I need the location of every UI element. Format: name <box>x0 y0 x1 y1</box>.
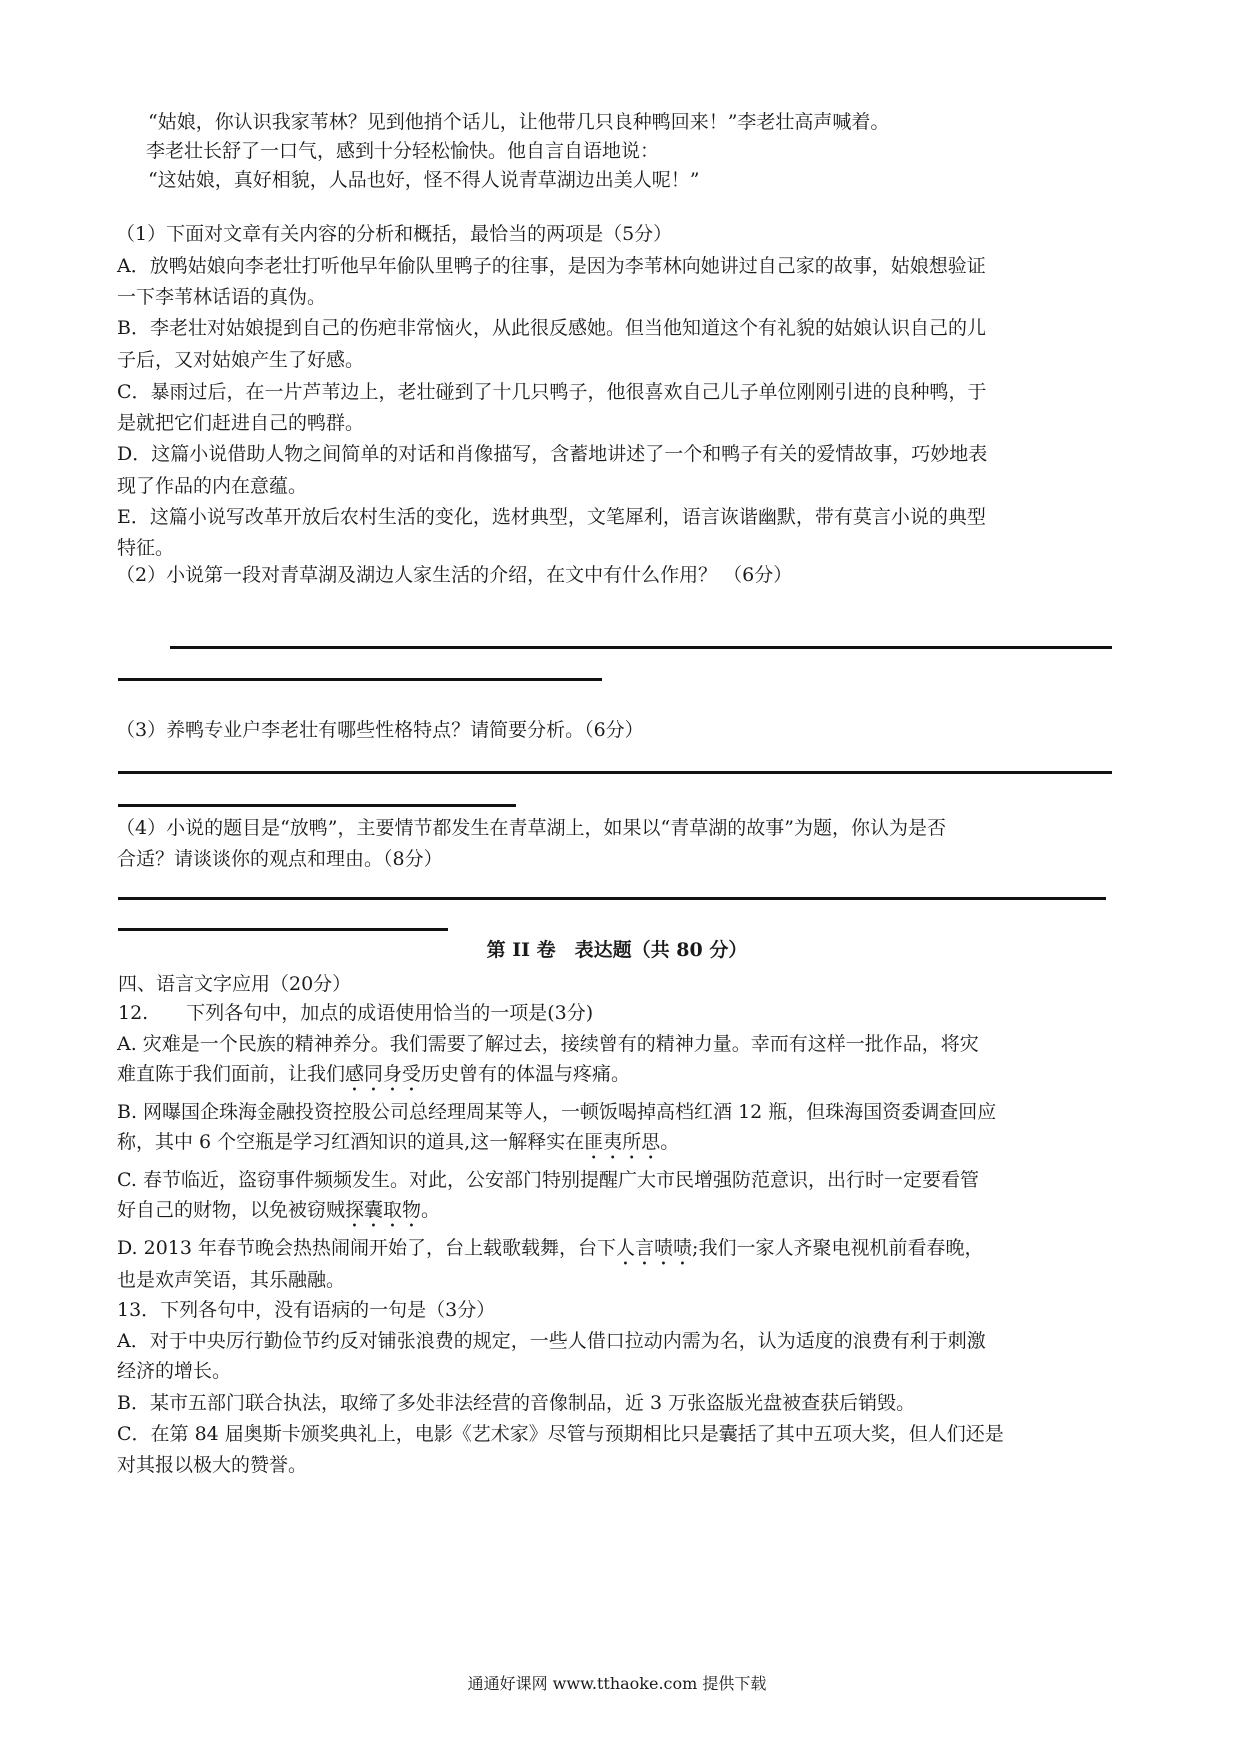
answer-line <box>170 646 1112 649</box>
story-paragraph: “姑娘，你认识我家苇林？见到他捎个话儿，让他带几只良种鸭回来！”李老壮高声喊着。 <box>148 111 890 133</box>
dotted-idiom: 匪夷所思 <box>584 1131 661 1153</box>
dotted-idiom: 感同身受 <box>345 1063 422 1085</box>
text: 好自己的财物，以免被窃贼 <box>117 1199 346 1221</box>
q12-option-a: A. 灾难是一个民族的精神养分。我们需要了解过去，接续曾有的精神力量。幸而有这样一批作品，将灾 <box>117 1033 979 1055</box>
q13-option-a: A．对于中央厉行勤俭节约反对铺张浪费的规定，一些人借口拉动内需为名，认为适度的浪费有利于刺激 <box>117 1330 986 1352</box>
part-title: 四、语言文字应用（20分） <box>118 973 352 995</box>
q12-option-b-cont <box>117 1128 679 1164</box>
story-paragraph: “这姑娘，真好相貌，人品也好，怪不得人说青草湖边出美人呢！” <box>148 169 700 191</box>
q12-option-c-cont <box>117 1196 440 1232</box>
text: 称，其中 6 个空瓶是学习红酒知识的道具,这一解释实在 <box>117 1131 585 1153</box>
q1-stem: （1）下面对文章有关内容的分析和概括，最恰当的两项是（5分） <box>116 223 673 245</box>
q1-option-c: C．暴雨过后，在一片芦苇边上，老壮碰到了十几只鸭子，他很喜欢自己儿子单位刚刚引进的良种鸭，于 <box>117 381 987 403</box>
q4-stem: （4）小说的题目是“放鸭”，主要情节都发生在青草湖上，如果以“青草湖的故事”为题，你认为是否 <box>116 817 946 839</box>
text: 难直陈于我们面前，让我们 <box>117 1063 346 1085</box>
q1-option-d-cont: 现了作品的内在意蕴。 <box>117 475 308 497</box>
dotted-idiom: 探囊取物 <box>345 1199 422 1221</box>
q12-option-c: C. 春节临近，盗窃事件频频发生。对此，公安部门特别提醒广大市民增强防范意识，出行时一定要看管 <box>117 1169 979 1191</box>
q3-stem: （3）养鸭专业户李老壮有哪些性格特点？请简要分析。（6分） <box>116 719 644 741</box>
q1-option-e-cont: 特征。 <box>117 537 175 559</box>
q12-option-d <box>117 1234 983 1270</box>
page-footer: 通通好课网 www.tthaoke.com 提供下载 <box>467 1674 767 1693</box>
q13-option-b: B．某市五部门联合执法，取缔了多处非法经营的音像制品，近 3 万张盗版光盘被查获后销毁。 <box>117 1392 916 1414</box>
q1-option-c-cont: 是就把它们赶进自己的鸭群。 <box>117 412 365 434</box>
q1-option-e: E．这篇小说写改革开放后农村生活的变化，选材典型，文笔犀利，语言诙谐幽默，带有莫言小说的典型 <box>117 506 986 528</box>
q1-option-a: A．放鸭姑娘向李老壮打听他早年偷队里鸭子的往事，是因为李苇林向她讲过自己家的故事，姑娘想验证 <box>117 255 986 277</box>
answer-line <box>118 771 1112 774</box>
q12-option-d-cont: 也是欢声笑语，其乐融融。 <box>117 1269 346 1291</box>
answer-line <box>118 928 448 931</box>
q1-option-a-cont: 一下李苇林话语的真伪。 <box>117 286 327 308</box>
q1-option-b: B．李老壮对姑娘提到自己的伤疤非常恼火，从此很反感她。但当他知道这个有礼貌的姑娘认识自己的儿 <box>117 317 986 339</box>
q12-option-a-cont <box>117 1060 630 1096</box>
section-title: 第 II 卷 表达题（共 80 分） <box>486 939 748 961</box>
text: 历史曾有的体温与疼痛。 <box>421 1063 631 1085</box>
dotted-idiom: 人言啧啧 <box>616 1237 693 1259</box>
q12-stem: 12. 下列各句中，加点的成语使用恰当的一项是(3分) <box>118 1002 594 1024</box>
q1-option-b-cont: 子后，又对姑娘产生了好感。 <box>117 349 365 371</box>
text: D. 2013 年春节晚会热热闹闹开始了，台上载歌载舞，台下 <box>117 1237 617 1259</box>
q12-option-b: B. 网曝国企珠海金融投资控股公司总经理周某等人，一顿饭喝掉高档红酒 12 瓶，但珠海国资委调查回应 <box>117 1101 997 1123</box>
q1-option-d: D．这篇小说借助人物之间简单的对话和肖像描写，含蓄地讲述了一个和鸭子有关的爱情故事，巧妙地表 <box>117 443 988 465</box>
q2-stem: （2）小说第一段对青草湖及湖边人家生活的介绍，在文中有什么作用？ （6分） <box>116 564 793 586</box>
q4-stem-cont: 合适？请谈谈你的观点和理由。（8分） <box>117 848 443 870</box>
text: 。 <box>660 1131 680 1153</box>
answer-line <box>118 897 1106 900</box>
q13-option-a-cont: 经济的增长。 <box>117 1360 232 1382</box>
text: ;我们一家人齐聚电视机前看春晚， <box>692 1237 984 1259</box>
story-paragraph: 李老壮长舒了一口气，感到十分轻松愉快。他自言自语地说： <box>146 140 660 162</box>
answer-line <box>118 678 602 681</box>
q13-option-c: C．在第 84 届奥斯卡颁奖典礼上，电影《艺术家》尽管与预期相比只是囊括了其中五项大奖，但人们还是 <box>117 1423 1004 1445</box>
text: 。 <box>421 1199 441 1221</box>
answer-line <box>118 804 516 807</box>
q13-option-c-cont: 对其报以极大的赞誉。 <box>117 1454 308 1476</box>
q13-stem: 13．下列各句中，没有语病的一句是（3分） <box>117 1299 496 1321</box>
